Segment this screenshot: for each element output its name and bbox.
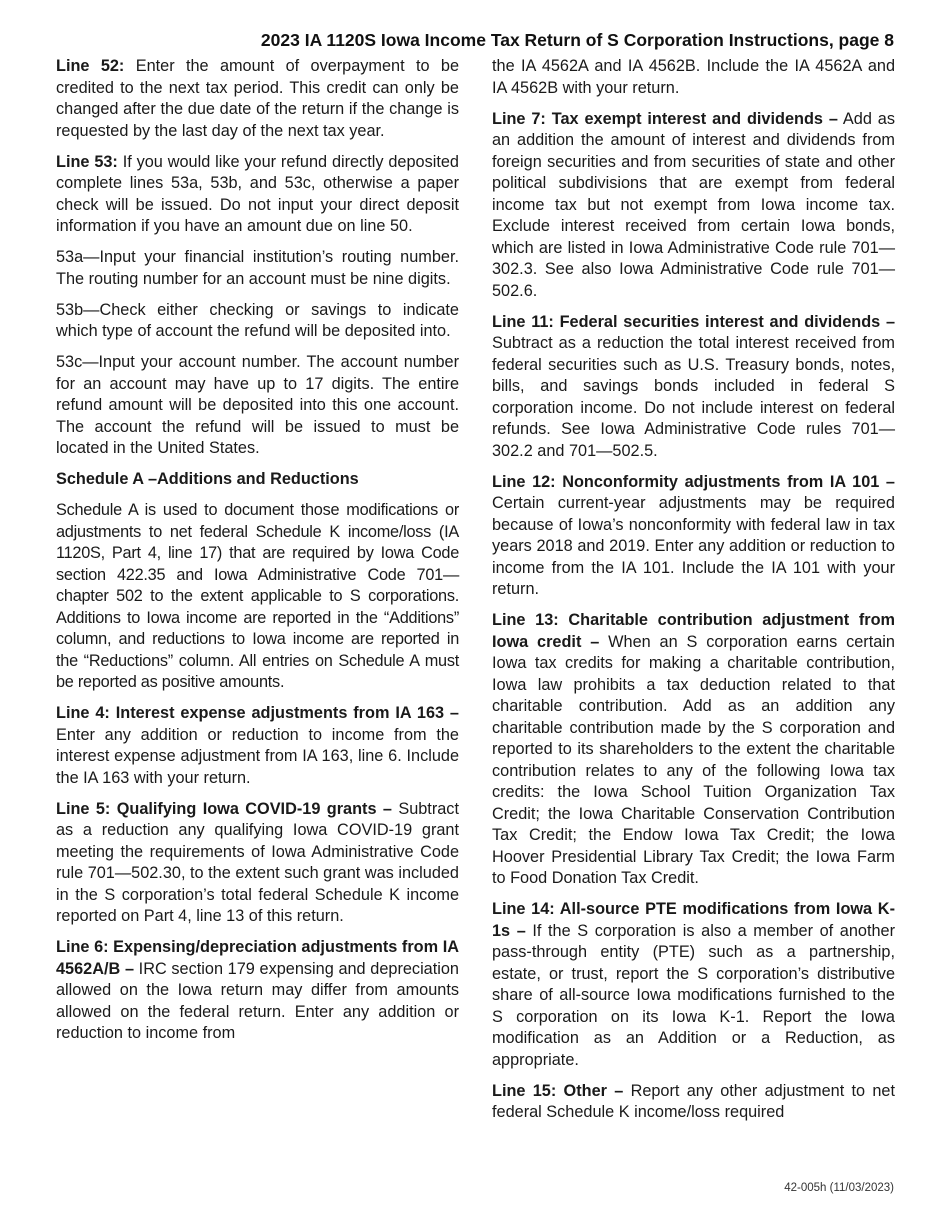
line-52-paragraph (56, 56, 459, 142)
page-header-title: 2023 IA 1120S Iowa Income Tax Return of S Corporation Instructions, page 8 (260, 30, 894, 50)
line-53b-paragraph: 53b—Check either checking or savings to indicate which type of account the refund will be deposited into. (56, 300, 459, 340)
line-53-paragraph (56, 152, 459, 238)
line-6-continued: the IA 4562A and IA 4562B. Include the IA 4562A and IA 4562B with your return. (492, 57, 895, 97)
line-15-paragraph (492, 1081, 895, 1124)
line-6-text: IRC section 179 expensing and depreciation allowed on the Iowa return may differ from amounts allowed on the federal return. Enter any addition or reduction to income from (56, 959, 459, 1042)
line-14-paragraph (492, 899, 895, 1071)
schedule-a-heading: Schedule A –Additions and Reductions (56, 470, 359, 488)
line-12-lead: Line 12: Nonconformity adjustments from IA 101 – (492, 472, 895, 491)
line-4-text: Enter any addition or reduction to income from the interest expense adjustment from IA 163, line 6. Include the IA 163 with your return. (56, 725, 459, 787)
line-15-lead: Line 15: Other – (492, 1081, 624, 1100)
line-5-paragraph (56, 799, 459, 928)
line-5-text: Subtract as a reduction any qualifying Iowa COVID-19 grant meeting the requirements of Iowa Administrative Code rule 701—502.30, to the extent such grant was included in the S corporation’s total federal Schedule K income reported on Part 4, line 13 of this return. (56, 799, 459, 925)
right-column (492, 56, 895, 1133)
line-11-lead: Line 11: Federal securities interest and dividends – (492, 312, 895, 331)
line-6-lead: Line 6: Expensing/depreciation adjustments from IA 4562A/B – (56, 938, 459, 978)
line-53-lead: Line 53: (56, 152, 118, 171)
line-7-text: Add as an addition the amount of interest and dividends from foreign securities and from securities of state and other political subdivisions that are exempt from federal income tax but not exempt from Iowa income tax. Exclude interest received from certain Iowa bonds, which are listed in Iowa Administrative Code rule 701—302.3. See also Iowa Administrative Code rule 701—502.6. (492, 109, 895, 300)
line-7-lead: Line 7: Tax exempt interest and dividends – (492, 109, 838, 128)
line-53-text: If you would like your refund directly deposited complete lines 53a, 53b, and 53c, otherwise a paper check will be issued. Do not input your direct deposit information if you have an amount due on line 50. (56, 152, 459, 235)
line-52-text: Enter the amount of overpayment to be credited to the next tax period. This credit can only be changed after the due date of the return if the change is requested by the last day of the next tax year. (56, 57, 460, 140)
line-15-text: Report any other adjustment to net federal Schedule K income/loss required (492, 1081, 895, 1121)
line-52-lead: Line 52: (56, 57, 125, 75)
left-column (56, 56, 459, 1054)
line-13-paragraph (492, 610, 895, 890)
line-13-lead: Line 13: Charitable contribution adjustment from Iowa credit – (492, 611, 895, 651)
line-4-lead: Line 4: Interest expense adjustments from IA 163 – (56, 704, 459, 722)
form-id-footer: 42-005h (11/03/2023) (784, 1182, 894, 1194)
line-13-text: When an S corporation earns certain Iowa tax credits for making a charitable contribution, Iowa law prohibits a tax deduction related to that charitable contribution. Add as an addition any charitable contribution made by the S corporation and reported to its shareholders to the extent the charitable contribution relates to any of the following Iowa tax credits: the Iowa School Tuition Organization Tax Credit; the Iowa Charitable Conservation Contribution Tax Credit; the Endow Iowa Tax Credit; the Iowa Hoover Presidential Library Tax Credit; the Iowa Farm to Food Donation Tax Credit. (492, 632, 895, 887)
line-4-paragraph (56, 703, 459, 789)
line-6-paragraph (56, 937, 459, 1045)
line-14-text: If the S corporation is also a member of another pass-through entity (PTE) such as a partnership, estate, or trust, report the S corporation’s distributive share of all-source Iowa modifications furnished to the S corporation on its Iowa K-1. Report the Iowa modification as an Addition or a Reduction, as appropriate. (492, 921, 895, 1069)
line-53a-paragraph: 53a—Input your financial institution’s routing number. The routing number for an account must be nine digits. (56, 248, 459, 288)
line-11-paragraph (492, 312, 895, 463)
line-12-text: Certain current-year adjustments may be required because of Iowa’s nonconformity with federal law in tax years 2018 and 2019. Enter any addition or reduction to income from the IA 101. Include the IA 101 with your return. (492, 494, 895, 598)
line-7-paragraph (492, 109, 895, 303)
line-53c-paragraph: 53c—Input your account number. The account number for an account may have up to 17 digits. The entire refund amount will be deposited into this one account. The account the refund will be issued to must be located in the United States. (56, 353, 459, 457)
line-14-lead: Line 14: All-source PTE modifications from Iowa K-1s – (492, 900, 895, 940)
line-12-paragraph (492, 472, 895, 601)
line-5-lead: Line 5: Qualifying Iowa COVID-19 grants – (56, 799, 392, 818)
schedule-a-paragraph: Schedule A is used to document those modifications or adjustments to net federal Schedule K income/loss (IA 1120S, Part 4, line 17) that are required by Iowa Code section 422.35 and Iowa Administrative Code 701—chapter 502 to the extent applicable to S corporations. Additions to Iowa income are reported in the “Additions” column, and reductions to Iowa income are reported in the “Reductions” column. All entries on Schedule A must be reported as positive amounts. (56, 501, 459, 691)
line-11-text: Subtract as a reduction the total interest received from federal securities such as U.S. Treasury bonds, notes, bills, and savings bonds included in federal S corporation income. Do not include interest on federal refunds. See Iowa Administrative Code rules 701—302.2 and 701—502.5. (492, 334, 895, 460)
